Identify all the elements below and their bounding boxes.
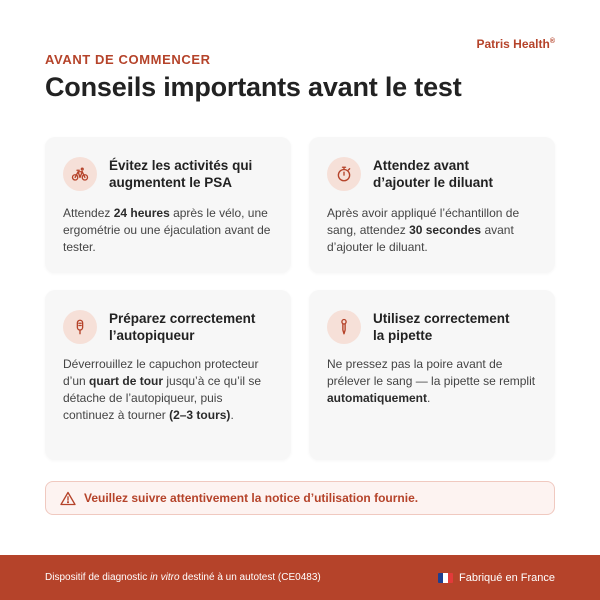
stopwatch-icon bbox=[327, 157, 361, 191]
emphasis-text: quart de tour bbox=[89, 374, 164, 388]
emphasis-text: 24 heures bbox=[113, 206, 170, 220]
warning-text: Veuillez suivre attentivement la notice d’utilisation fournie. bbox=[84, 491, 419, 505]
footer-made-in bbox=[438, 572, 555, 584]
card-title: Évitez les activités qui augmentent le PSA bbox=[109, 158, 253, 190]
pipette-icon bbox=[327, 310, 361, 344]
body-text: Après avoir appliqué l’échantillon de sang, attendez bbox=[327, 206, 520, 237]
page-title: Conseils importants avant le test bbox=[45, 72, 462, 102]
card-title: Attendez avant d’ajouter le diluant bbox=[373, 158, 494, 190]
brand-registered-mark: ® bbox=[549, 38, 555, 45]
tip-card-diluent bbox=[309, 137, 555, 273]
tip-card-pipette bbox=[309, 290, 555, 460]
card-body bbox=[327, 356, 541, 407]
card-title: Utilisez correctement la pipette bbox=[373, 311, 510, 343]
body-text: Ne pressez pas la poire avant de prélever le sang — la pipette se remplit bbox=[327, 357, 536, 388]
lancet-icon bbox=[63, 310, 97, 344]
warning-banner bbox=[45, 481, 555, 515]
tip-card-activities bbox=[45, 137, 291, 273]
card-body bbox=[63, 356, 277, 424]
body-text: après le vélo, une ergométrie ou une éjaculation avant de tester. bbox=[63, 206, 271, 254]
section-kicker: AVANT DE COMMENCER bbox=[45, 52, 211, 67]
emphasis-text: automatiquement bbox=[327, 391, 428, 405]
card-body bbox=[63, 205, 277, 256]
footer-bar bbox=[0, 555, 600, 600]
france-flag-icon bbox=[438, 573, 453, 583]
body-text: avant d’ajouter le diluant. bbox=[327, 223, 514, 254]
footer-device-notice: Dispositif de diagnostic in vitro destiné à un autotest (CE0483) bbox=[45, 572, 321, 583]
emphasis-text: (2–3 tours) bbox=[169, 408, 231, 422]
body-text: . bbox=[230, 408, 234, 422]
card-title: Préparez correctement l’autopiqueur bbox=[109, 311, 256, 343]
bicycle-icon bbox=[63, 157, 97, 191]
body-text: Attendez bbox=[63, 206, 114, 220]
footer-made-in-label: Fabriqué en France bbox=[459, 571, 555, 584]
warning-triangle-icon bbox=[60, 491, 76, 506]
body-text: Déverrouillez le capuchon protecteur d’un bbox=[63, 357, 259, 388]
emphasis-text: 30 secondes bbox=[409, 223, 482, 237]
tip-card-lancet bbox=[45, 290, 291, 460]
brand-name: Patris Health bbox=[476, 37, 550, 51]
body-text: jusqu’à ce qu’il se détache de l’autopiqueur, puis continuez à tourner bbox=[63, 374, 262, 422]
card-body bbox=[327, 205, 541, 256]
body-text: . bbox=[427, 391, 431, 405]
brand-logo bbox=[476, 37, 555, 51]
